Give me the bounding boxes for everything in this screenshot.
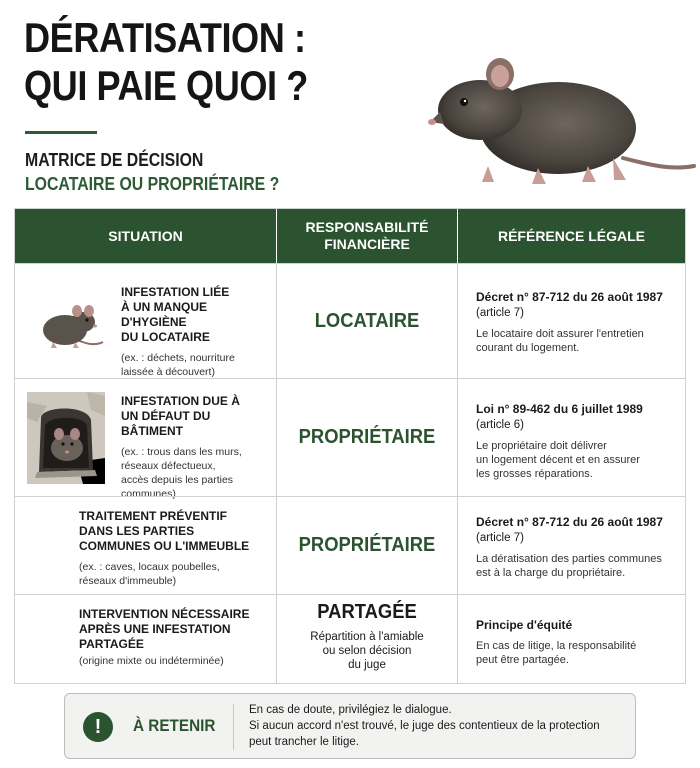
reference-text-line: un logement décent et en assurer [476, 454, 640, 466]
situation-note [121, 445, 271, 501]
title-line-2: QUI PAIE QUOI ? [24, 62, 308, 109]
reference-title: Principe d'équité [476, 618, 573, 632]
decision-matrix-table [14, 208, 686, 684]
subtitle-line-2: LOCATAIRE OU PROPRIÉTAIRE ? [25, 174, 280, 194]
responsibility-value: LOCATAIRE [314, 309, 420, 332]
reference-text-line: est à la charge du propriétaire. [476, 567, 626, 579]
situation-note [79, 560, 271, 588]
header-resp-line-1: RESPONSABILITÉ [305, 219, 429, 235]
table-row [15, 496, 685, 594]
callout-divider [233, 704, 234, 750]
subtitle-line-1: MATRICE DE DÉCISION [25, 150, 204, 170]
responsibility-value: PROPRIÉTAIRE [298, 534, 436, 556]
note-line: (ex. : déchets, nourriture [121, 352, 235, 364]
situation-cell [15, 264, 277, 378]
rat-thumbnail [25, 294, 105, 354]
situation-title [79, 509, 271, 554]
reference-article: (article 7) [476, 532, 524, 544]
reference-cell [458, 595, 685, 683]
note-line: accès depuis les parties [121, 474, 234, 486]
situation-line: UN DÉFAUT DU BÂTIMENT [121, 409, 211, 438]
responsibility-note [277, 630, 457, 672]
situation-line: À UN MANQUE D'HYGIÈNE [121, 300, 207, 329]
header [0, 0, 700, 205]
reference-text-line: En cas de litige, la responsabilité [476, 640, 637, 652]
situation-note [121, 351, 271, 379]
reference-text-line: Le locataire doit assurer l'entretien [476, 328, 644, 340]
responsibility-cell [277, 379, 458, 496]
situation-title [121, 394, 271, 439]
responsibility-cell [277, 497, 458, 594]
retenir-callout [64, 693, 636, 759]
responsibility-value: PROPRIÉTAIRE [298, 426, 436, 448]
situation-line: INFESTATION DUE À [121, 394, 240, 408]
table-row [15, 378, 685, 500]
reference-title: Loi n° 89-462 du 6 juillet 1989 [476, 402, 643, 416]
situation-line: DU LOCATAIRE [121, 330, 210, 344]
rat-illustration [418, 48, 698, 198]
note-line: (ex. : trous dans les murs, [121, 446, 242, 458]
reference-title: Décret n° 87-712 du 26 août 1987 [476, 290, 663, 304]
exclamation-icon: ! [83, 712, 113, 742]
reference-text [476, 639, 681, 667]
reference-title: Décret n° 87-712 du 26 août 1987 [476, 515, 663, 529]
wall-hole-rat-image [27, 392, 105, 484]
situation-line: DANS LES PARTIES [79, 524, 195, 538]
table-row [15, 594, 685, 683]
responsibility-note-line: ou selon décision [322, 645, 412, 657]
note-line: (ex. : caves, locaux poubelles, [79, 561, 220, 573]
note-line: communes) [121, 488, 176, 500]
reference-text-line: peut être partagée. [476, 654, 569, 666]
situation-cell [15, 497, 277, 594]
note-line: laissée à découvert) [121, 366, 215, 378]
reference-text [476, 439, 681, 481]
reference-article: (article 7) [476, 307, 524, 319]
table-row [15, 263, 685, 378]
situation-line: INFESTATION LIÉE [121, 285, 230, 299]
column-header-responsabilite [277, 209, 458, 263]
title-line-1: DÉRATISATION : [24, 14, 306, 61]
situation-title [79, 607, 271, 652]
reference-text-line: Le propriétaire doit délivrer [476, 440, 607, 452]
reference-text [476, 552, 681, 580]
reference-text [476, 327, 681, 355]
retenir-line: Si aucun accord n'est trouvé, le juge des contentieux de la protection [249, 720, 600, 732]
reference-cell [458, 264, 685, 378]
situation-cell [15, 595, 277, 683]
reference-article: (article 6) [476, 419, 524, 431]
column-header-situation: SITUATION [15, 209, 277, 263]
reference-cell [458, 379, 685, 496]
situation-line: APRÈS UNE INFESTATION [79, 622, 231, 636]
responsibility-cell [277, 264, 458, 378]
situation-line: INTERVENTION NÉCESSAIRE [79, 607, 250, 621]
reference-text-line: courant du logement. [476, 342, 580, 354]
note-line: réseaux d'immeuble) [79, 575, 177, 587]
situation-cell [15, 379, 277, 500]
situation-line: PARTAGÉE [79, 637, 144, 651]
reference-text-line: les grosses réparations. [476, 468, 593, 480]
retenir-text [249, 702, 629, 750]
table-header [15, 209, 685, 263]
responsibility-note-line: Répartition à l'amiable [310, 631, 424, 643]
note-line: réseaux défectueux, [121, 460, 216, 472]
responsibility-note-line: du juge [348, 659, 386, 671]
note-line: (origine mixte ou indéterminée) [79, 655, 224, 667]
responsibility-value: PARTAGÉE [317, 601, 417, 623]
situation-line: TRAITEMENT PRÉVENTIF [79, 509, 228, 523]
reference-text-line: La dératisation des parties communes [476, 553, 662, 565]
situation-note [79, 654, 271, 668]
retenir-label: À RETENIR [133, 716, 216, 735]
responsibility-cell [277, 595, 458, 683]
retenir-line: peut trancher le litige. [249, 736, 359, 748]
header-resp-line-2: FINANCIÈRE [324, 236, 410, 252]
reference-cell [458, 497, 685, 594]
retenir-line: En cas de doute, privilégiez le dialogue. [249, 704, 452, 716]
title-underline [25, 131, 97, 134]
column-header-reference: RÉFÉRENCE LÉGALE [497, 227, 645, 244]
situation-title [121, 285, 271, 345]
page-title [24, 14, 308, 110]
situation-line: COMMUNES OU L'IMMEUBLE [79, 539, 250, 553]
